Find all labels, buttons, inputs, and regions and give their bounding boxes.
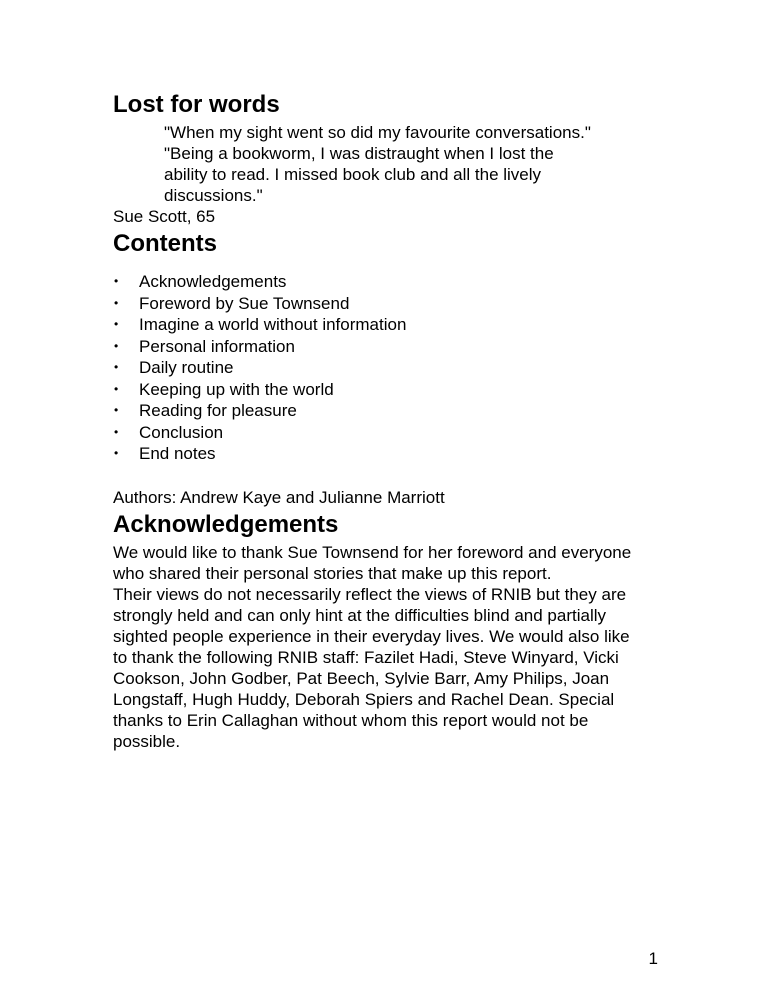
acknowledgements-line: Their views do not necessarily reflect the views of RNIB but they are bbox=[113, 584, 627, 604]
quote-block bbox=[164, 122, 673, 206]
contents-item-label: Keeping up with the world bbox=[139, 379, 334, 399]
page-number: 1 bbox=[648, 949, 658, 968]
contents-item-label: Daily routine bbox=[139, 358, 234, 377]
contents-item bbox=[113, 336, 673, 358]
contents-item bbox=[113, 293, 673, 315]
contents-list bbox=[113, 271, 673, 465]
acknowledgements-line: thanks to Erin Callaghan without whom this report would not be bbox=[113, 710, 589, 730]
acknowledgements-line: to thank the following RNIB staff: Fazilet Hadi, Steve Winyard, Vicki bbox=[113, 647, 619, 667]
acknowledgements-line: We would like to thank Sue Townsend for her foreword and everyone bbox=[113, 542, 632, 562]
quote-line: discussions." bbox=[164, 186, 263, 205]
acknowledgements-line: who shared their personal stories that make up this report. bbox=[113, 563, 552, 583]
contents-item bbox=[113, 422, 673, 444]
contents-item-label: Acknowledgements bbox=[139, 272, 287, 291]
acknowledgements-body bbox=[113, 542, 673, 752]
bullet-icon: • bbox=[114, 403, 119, 417]
contents-item bbox=[113, 314, 673, 336]
bullet-icon: • bbox=[114, 338, 119, 353]
acknowledgements-line: strongly held and can only hint at the difficulties blind and partially bbox=[113, 605, 606, 625]
quote-line: "When my sight went so did my favourite conversations." bbox=[164, 123, 591, 142]
contents-item-label: Foreword by Sue Townsend bbox=[139, 293, 350, 313]
contents-item bbox=[113, 400, 673, 422]
acknowledgements-line: Cookson, John Godber, Pat Beech, Sylvie Barr, Amy Philips, Joan bbox=[113, 668, 610, 688]
bullet-icon: • bbox=[114, 424, 119, 439]
contents-item bbox=[113, 443, 673, 465]
contents-item-label: End notes bbox=[139, 444, 216, 463]
quote-line: "Being a bookworm, I was distraught when I lost the bbox=[164, 144, 554, 163]
bullet-icon: • bbox=[114, 274, 119, 288]
bullet-icon: • bbox=[114, 446, 119, 460]
bullet-icon: • bbox=[114, 295, 119, 310]
bullet-icon: • bbox=[114, 381, 119, 396]
acknowledgements-line: sighted people experience in their everyday lives. We would also like bbox=[113, 626, 630, 646]
document-title: Lost for words bbox=[113, 91, 280, 118]
quote-attribution: Sue Scott, 65 bbox=[113, 207, 216, 226]
contents-item bbox=[113, 357, 673, 379]
page-content bbox=[113, 88, 673, 752]
contents-item bbox=[113, 271, 673, 293]
contents-item-label: Personal information bbox=[139, 336, 295, 356]
contents-item-label: Conclusion bbox=[139, 422, 224, 442]
authors-line: Authors: Andrew Kaye and Julianne Marriott bbox=[113, 487, 445, 507]
contents-item-label: Reading for pleasure bbox=[139, 401, 297, 420]
acknowledgements-heading: Acknowledgements bbox=[113, 510, 339, 538]
bullet-icon: • bbox=[114, 317, 119, 331]
contents-item bbox=[113, 379, 673, 401]
acknowledgements-line: possible. bbox=[113, 731, 181, 751]
bullet-icon: • bbox=[114, 360, 119, 374]
acknowledgements-line: Longstaff, Hugh Huddy, Deborah Spiers and Rachel Dean. Special bbox=[113, 689, 615, 709]
quote-line: ability to read. I missed book club and all the lively bbox=[164, 165, 542, 184]
contents-item-label: Imagine a world without information bbox=[139, 315, 407, 334]
contents-heading: Contents bbox=[113, 230, 217, 257]
